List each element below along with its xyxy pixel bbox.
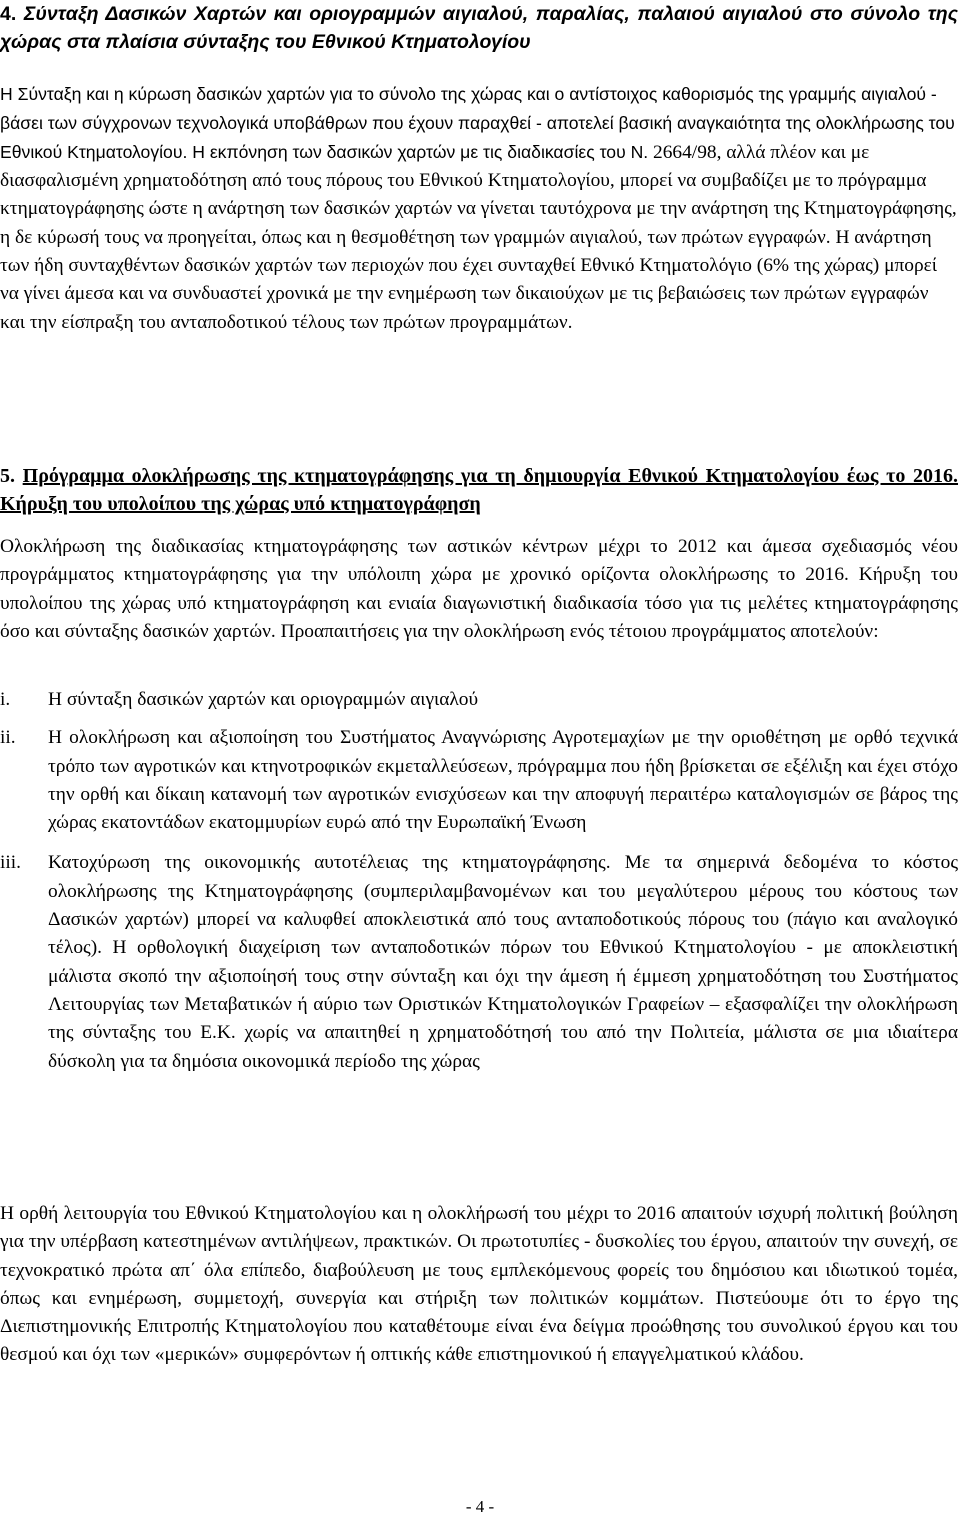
section-5-title-part2: Κήρυξη του υπολοίπου της χώρας υπό κτηματογράφηση bbox=[0, 493, 481, 515]
list-item-text: Η ολοκλήρωση και αξιοποίηση του Συστήματος Αναγνώρισης Αγροτεμαχίων με την οριοθέτηση με ορθό τεχνικά τρόπο των αγροτικών και κτηνοτροφικών εκμεταλλεύσεων, πρόγραμμα που ήδη βρίσκεται σε εξέλιξη και έχει στόχο την ορθή και δίκαιη κατανομή των αγροτικών ενισχύσεων και την αποφυγή περαιτέρω καταλογισμών σε βάρος της χώρας εκατοντάδων εκατομμυρίων ευρώ από την Ευρωπαϊκή Ένωση bbox=[48, 727, 958, 834]
section-5-number: 5. bbox=[0, 465, 15, 487]
section-4-paragraph bbox=[0, 80, 958, 337]
section-4-title: Σύνταξη Δασικών Χαρτών και οριογραμμών αιγιαλού, παραλίας, παλαιού αιγιαλού στο σύνολο της χώρας στα πλαίσια σύνταξης του Εθνικού Κτηματολογίου bbox=[0, 3, 958, 53]
list-item bbox=[0, 724, 958, 837]
list-item-marker: iii. bbox=[0, 852, 22, 874]
section-4-heading bbox=[0, 0, 958, 56]
section-5-heading bbox=[0, 462, 958, 518]
section-5-title-part1: Πρόγραμμα ολοκλήρωσης της κτηματογράφησης για τη δημιουργία Εθνικού Κτηματολογίου έως το 2016. bbox=[22, 465, 959, 487]
closing-paragraph: Η ορθή λειτουργία του Εθνικού Κτηματολογίου και η ολοκλήρωσή του μέχρι το 2016 απαιτούν ισχυρή πολιτική βούληση για την υπέρβαση κατεστημένων αντιλήψεων, πρακτικών. Οι πρωτοτυπίες - δυσκολίες του έργου, απαιτούν την συνεχή, σε τεχνοκρατικό πρώτα απ΄ όλα επίπεδο, διαβούλευση με τους εμπλεκόμενους φορείς του δημόσιου και ιδιωτικού τομέα, όπως και ενημέρωση, συμμετοχή, συνεργία και στήριξη των πολιτικών κομμάτων. Πιστεύουμε ότι το έργο της Διεπιστημονικής Επιτροπής Κτηματολογίου που καταθέτουμε είναι ένα δείγμα προώθησης του συνολικού έργου και του θεσμού και όχι των «μερικών» συμφερόντων ή οπτικής κάθε επιστημονικού ή επαγγελματικού κλάδου. bbox=[0, 1203, 958, 1366]
section-5-paragraph: Ολοκλήρωση της διαδικασίας κτηματογράφησης των αστικών κέντρων μέχρι το 2012 και άμεσα σχεδιασμός νέου προγράμματος κτηματογράφησης για την υπόλοιπη χώρα με χρονικό ορίζοντα ολοκλήρωσης το 2016. Κήρυξη του υπολοίπου της χώρας υπό κτηματογράφηση και ενιαία διαγωνιστική διαδικασία τόσο για τις μελέτες κτηματογράφησης όσο και σύνταξης δασικών χαρτών. Προαπαιτήσεις για την ολοκλήρωση ενός τέτοιου προγράμματος αποτελούν: bbox=[0, 536, 958, 642]
section-4-paragraph-part1: Η Σύνταξη και η κύρωση δασικών χαρτών για το σύνολο της χώρας και ο αντίστοιχος καθορισμός της γραμμής αιγιαλού - βάσει των σύγχρονων τεχνολογικά υποβάθρων που έχουν παραχθεί - αποτελεί βασική αναγκαιότητα της ολοκλήρωσης του Εθνικού Κτηματολογίου. Η εκπόνηση των δασικών χαρτών με τις διαδικασίες του Ν. bbox=[0, 84, 955, 162]
list-item-text: Η σύνταξη δασικών χαρτών και οριογραμμών αιγιαλού bbox=[48, 689, 479, 710]
list-item bbox=[0, 849, 958, 1075]
prerequisites-list bbox=[0, 686, 958, 1076]
list-item-marker: ii. bbox=[0, 727, 16, 749]
list-item bbox=[0, 686, 958, 714]
list-item-text: Κατοχύρωση της οικονομικής αυτοτέλειας της κτηματογράφησης. Με τα σημερινά δεδομένα το κόστος ολοκλήρωσης της Κτηματογράφησης (συμπεριλαμβανομένων και του μεγαλύτερου μέρους του κόστους των Δασικών χαρτών) μπορεί να καλυφθεί αποκλειστικά από τους ανταποδοτικούς πόρους του (πάγιο και αναλογικό τέλος). Η ορθολογική διαχείριση των ανταποδοτικών πόρων του Εθνικού Κτηματολογίου - με αποκλειστική μάλιστα σκοπό την αξιοποίησή τους στην σύνταξη και όχι την άμεση ή έμμεση χρηματοδότηση του Συστήματος Λειτουργίας των Μεταβατικών ή αύριο των Οριστικών Κτηματολογικών Γραφείων – εξασφαλίζει την ολοκλήρωση της σύνταξης του Ε.Κ. χωρίς να απαιτηθεί η χρηματοδότησή του από την Πολιτεία, μάλιστα σε μια ιδιαίτερα δύσκολη για τα δημόσια οικονομικά περίοδο της χώρας bbox=[48, 852, 958, 1072]
section-4-paragraph-part2: 2664/98, αλλά πλέον και με διασφαλισμένη χρηματοδότηση από τους πόρους του Εθνικού Κτηματολογίου, μπορεί να συμβαδίζει με το πρόγραμμα κτηματογράφησης ώστε η ανάρτηση των δασικών χαρτών να γίνεται ταυτόχρονα με την ανάρτηση της Κτηματογράφησης, η δε κύρωσή τους να προηγείται, όπως και η θεσμοθέτηση των γραμμών αιγιαλού, των πρώτων εγγραφών. Η ανάρτηση των ήδη συνταχθέντων δασικών χαρτών των περιοχών που έχει συνταχθεί Εθνικό Κτηματολόγιο (6% της χώρας) μπορεί να γίνει άμεσα και να συνδυαστεί χρονικά με την ενημέρωση των δικαιούχων με τις βεβαιώσεις των πρώτων εγγραφών και την είσπραξη του ανταποδοτικού τέλους των πρώτων προγραμμάτων. bbox=[0, 141, 957, 333]
page-number: - 4 - bbox=[465, 1497, 495, 1516]
section-4-number: 4. bbox=[0, 3, 17, 25]
list-item-marker: i. bbox=[0, 689, 11, 710]
